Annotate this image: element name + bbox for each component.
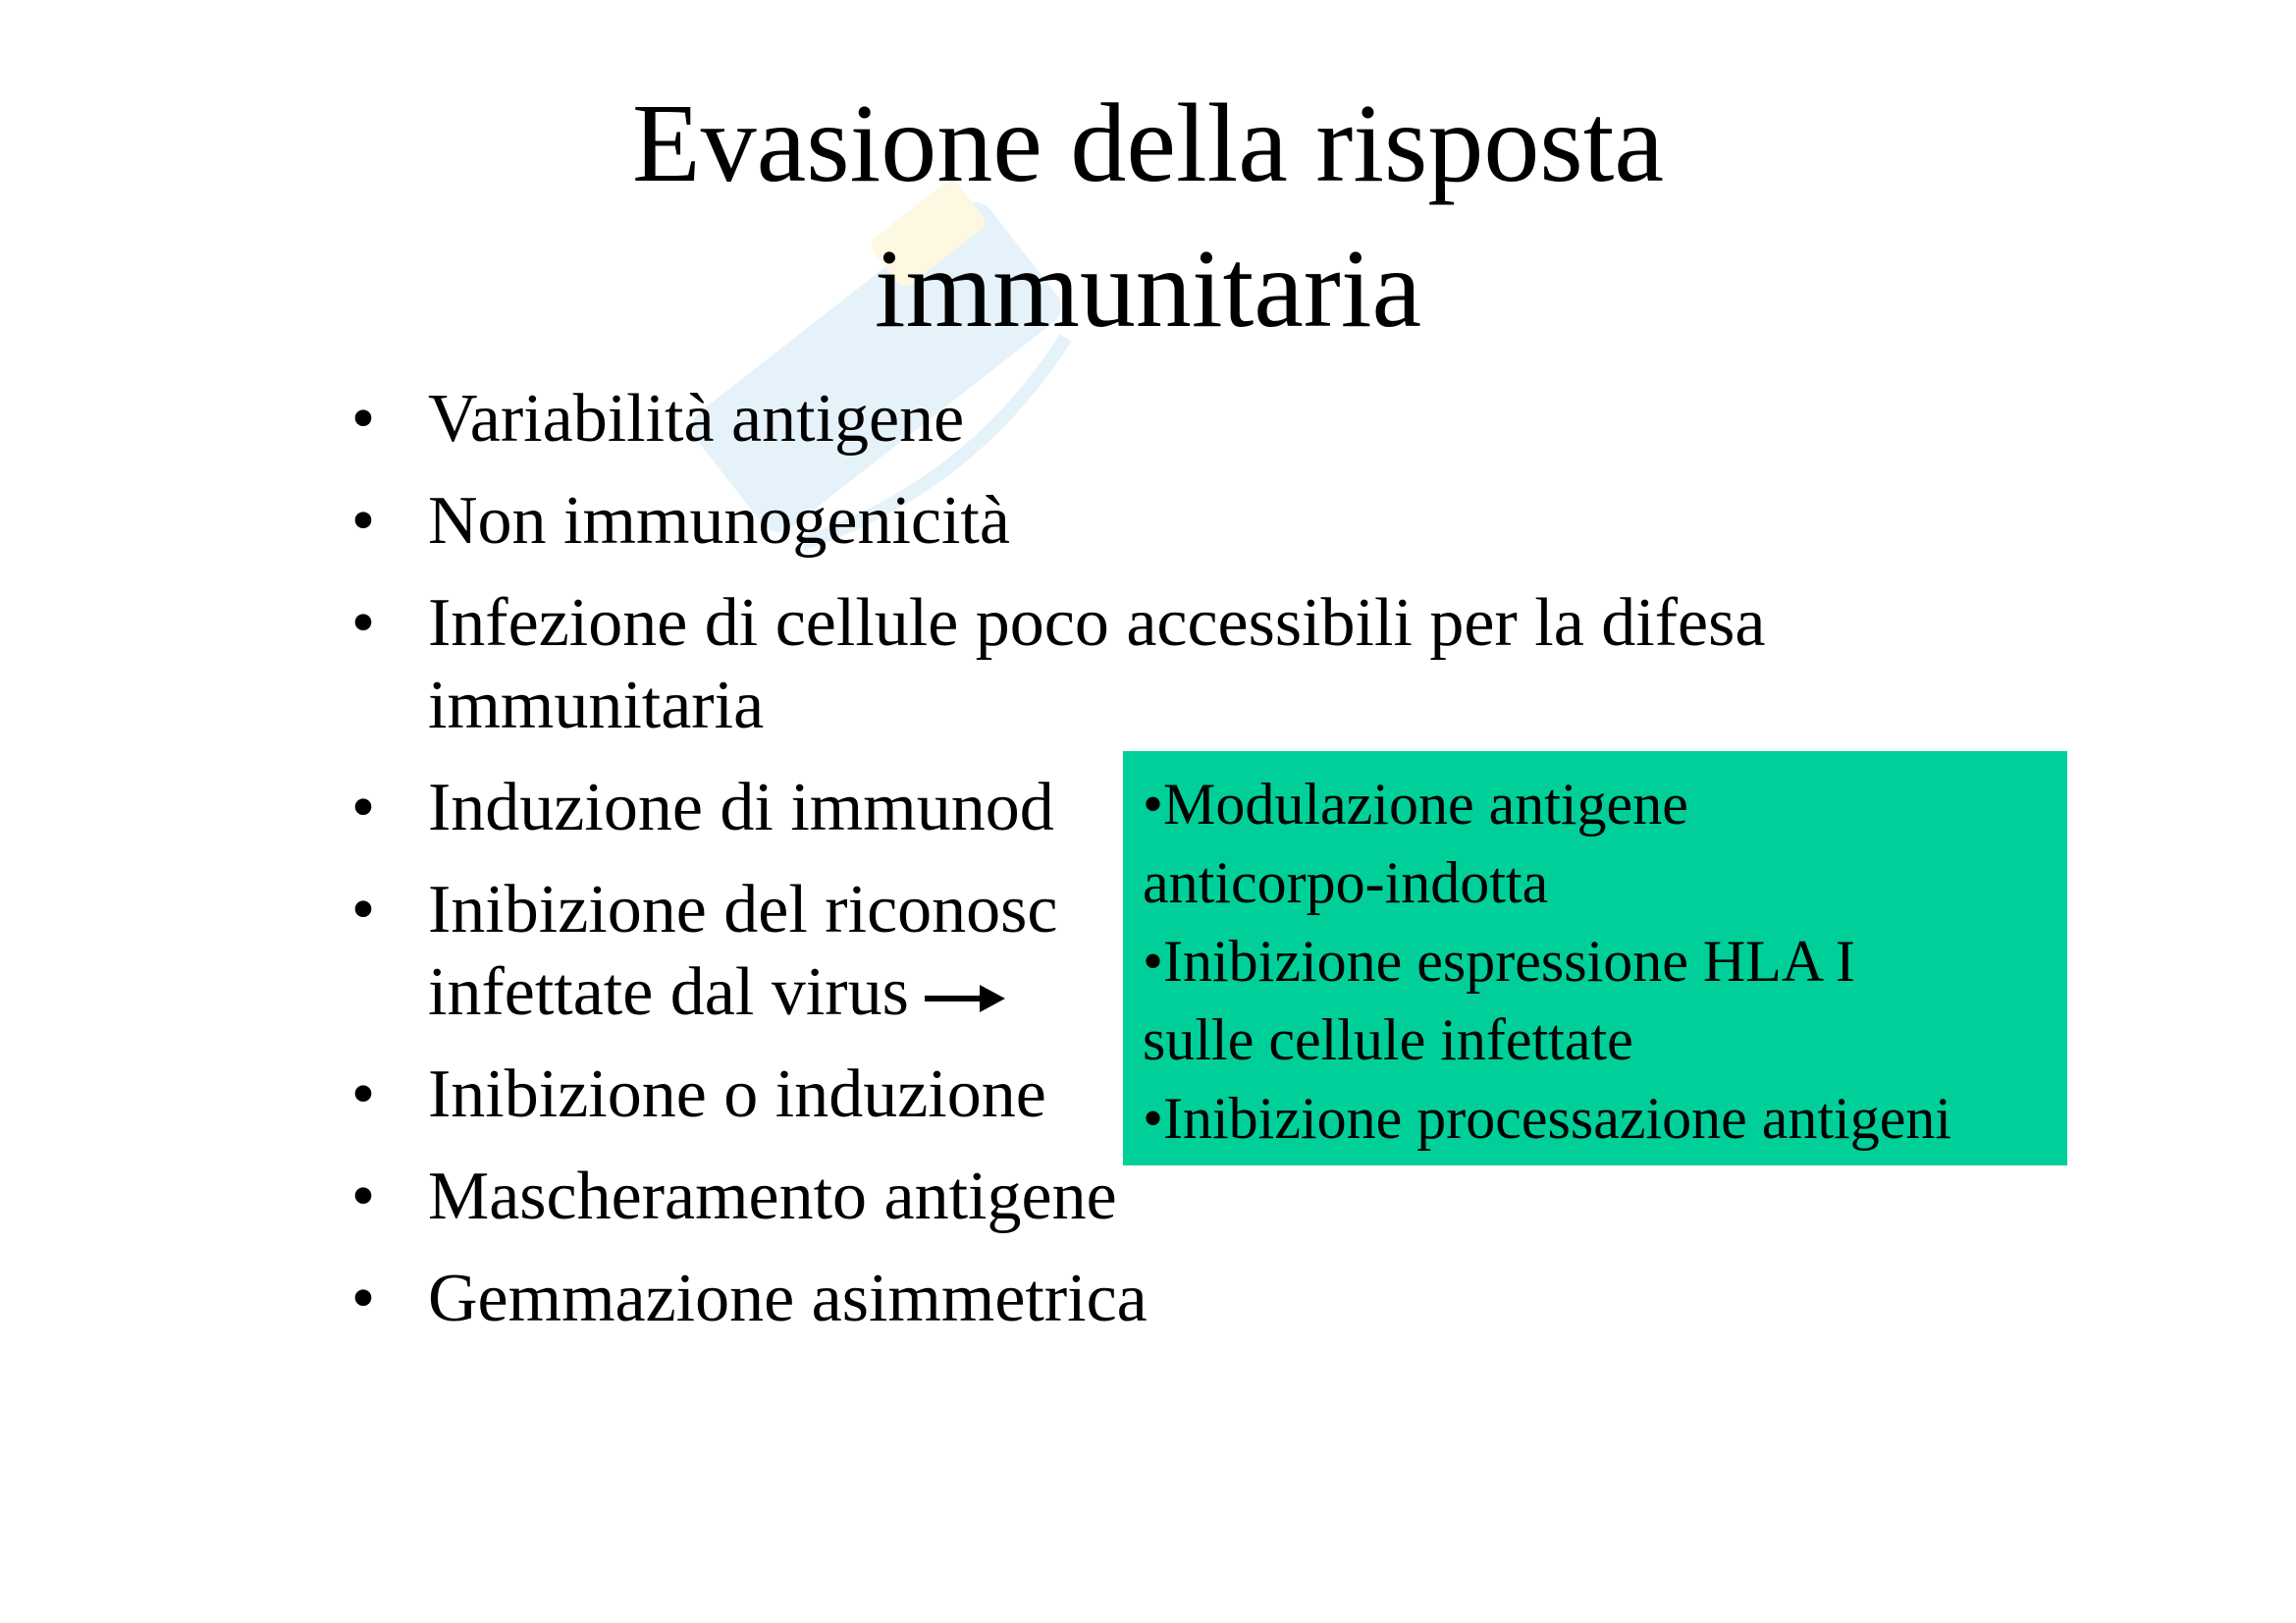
callout-line: •Inibizione processazione antigeni	[1143, 1086, 1952, 1151]
bullet-item	[344, 1156, 2012, 1238]
bullet-text-continued: infettate dal virus	[428, 954, 909, 1030]
bullet-text: Variabilità antigene	[428, 381, 965, 457]
bullet-text: Induzione di immunod	[428, 770, 1054, 845]
bullet-item	[344, 480, 2012, 563]
bullet-dot: •	[350, 585, 376, 661]
callout-line: anticorpo-indotta	[1143, 850, 1549, 915]
title-line: immunitaria	[874, 226, 1422, 351]
bullet-item	[344, 378, 2012, 460]
bullet-text: Inibizione del riconosc	[428, 872, 1058, 947]
callout-line: •Inibizione espressione HLA I	[1143, 929, 1855, 994]
bullet-dot: •	[350, 1159, 376, 1234]
bullet-dot: •	[350, 872, 376, 947]
bullet-dot: •	[350, 381, 376, 457]
bullet-dot: •	[350, 770, 376, 845]
right-arrow-icon	[921, 979, 1005, 1018]
title-line: Evasione della risposta	[631, 81, 1665, 205]
bullet-text-continued: immunitaria	[428, 668, 765, 743]
bullet-text: Non immunogenicità	[428, 483, 1010, 559]
bullet-dot: •	[350, 483, 376, 559]
bullet-text: Infezione di cellule poco accessibili per la difesa	[428, 585, 1766, 661]
bullet-dot: •	[350, 1261, 376, 1336]
bullet-text: Gemmazione asimmetrica	[428, 1261, 1148, 1336]
callout-line: sulle cellule infettate	[1143, 1007, 1633, 1072]
bullet-item	[344, 1258, 2012, 1340]
bullet-item	[344, 582, 2012, 747]
callout-line: •Modulazione antigene	[1143, 772, 1688, 837]
bullet-text: Mascheramento antigene	[428, 1159, 1117, 1234]
callout-box	[1123, 751, 2067, 1165]
bullet-text: Inibizione o induzione	[428, 1056, 1046, 1132]
slide-title	[0, 71, 2296, 361]
bullet-dot: •	[350, 1056, 376, 1132]
